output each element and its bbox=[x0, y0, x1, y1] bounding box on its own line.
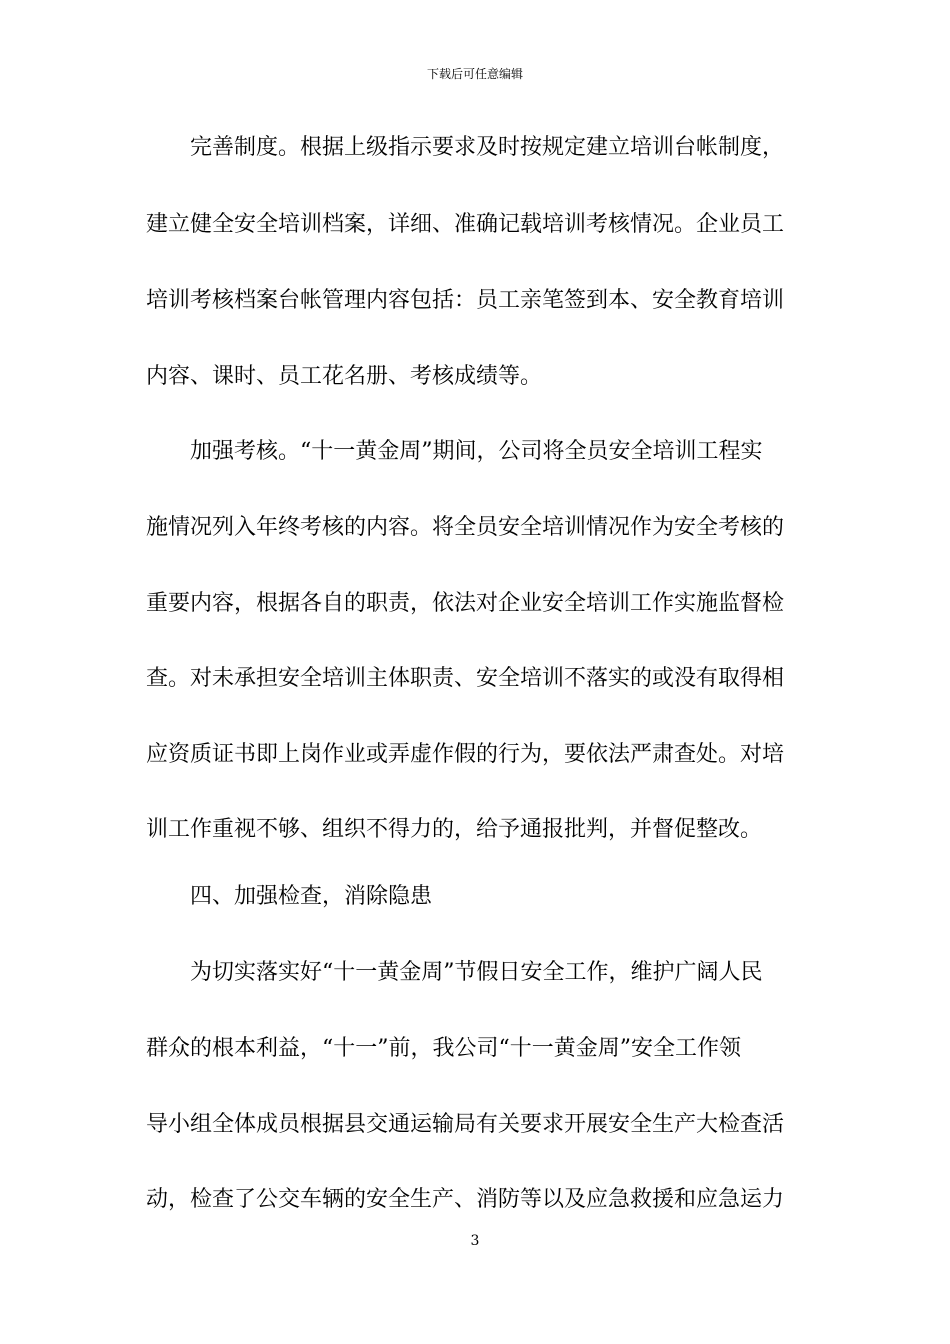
page-header-note: 下载后可任意编辑 bbox=[426, 67, 523, 81]
text-line: 训工作重视不够、组织不得力的，给予通报批判，并督促整改。 bbox=[146, 817, 763, 842]
text-line: 培训考核档案台帐管理内容包括：员工亲笔签到本、安全教育培训 bbox=[146, 288, 785, 313]
text-line: 动，检查了公交车辆的安全生产、消防等以及应急救援和应急运力 bbox=[146, 1187, 785, 1212]
text-line: 建立健全安全培训档案，详细、准确记载培训考核情况。企业员工 bbox=[146, 212, 785, 237]
text-line: 完善制度。根据上级指示要求及时按规定建立培训台帐制度， bbox=[146, 135, 785, 160]
text-line: 施情况列入年终考核的内容。将全员安全培训情况作为安全考核的 bbox=[146, 515, 785, 540]
text-line: 重要内容，根据各自的职责，依法对企业安全培训工作实施监督检 bbox=[146, 591, 785, 616]
text-line: 内容、课时、员工花名册、考核成绩等。 bbox=[146, 364, 543, 389]
text-line: 加强考核。“十一黄金周”期间，公司将全员安全培训工程实 bbox=[146, 439, 763, 464]
text-line: 应资质证书即上岗作业或弄虚作假的行为，要依法严肃查处。对培 bbox=[146, 742, 785, 767]
text-line: 查。对未承担安全培训主体职责、安全培训不落实的或没有取得相 bbox=[146, 666, 785, 691]
text-line: 为切实落实好“十一黄金周”节假日安全工作，维护广阔人民 bbox=[146, 960, 763, 985]
page-number: 3 bbox=[470, 1233, 480, 1249]
section-heading: 四、加强检查，消除隐患 bbox=[146, 884, 433, 909]
text-line: 群众的根本利益，“十一”前，我公司“十一黄金周”安全工作领 bbox=[146, 1036, 741, 1061]
text-line: 导小组全体成员根据县交通运输局有关要求开展安全生产大检查活 bbox=[146, 1112, 785, 1137]
